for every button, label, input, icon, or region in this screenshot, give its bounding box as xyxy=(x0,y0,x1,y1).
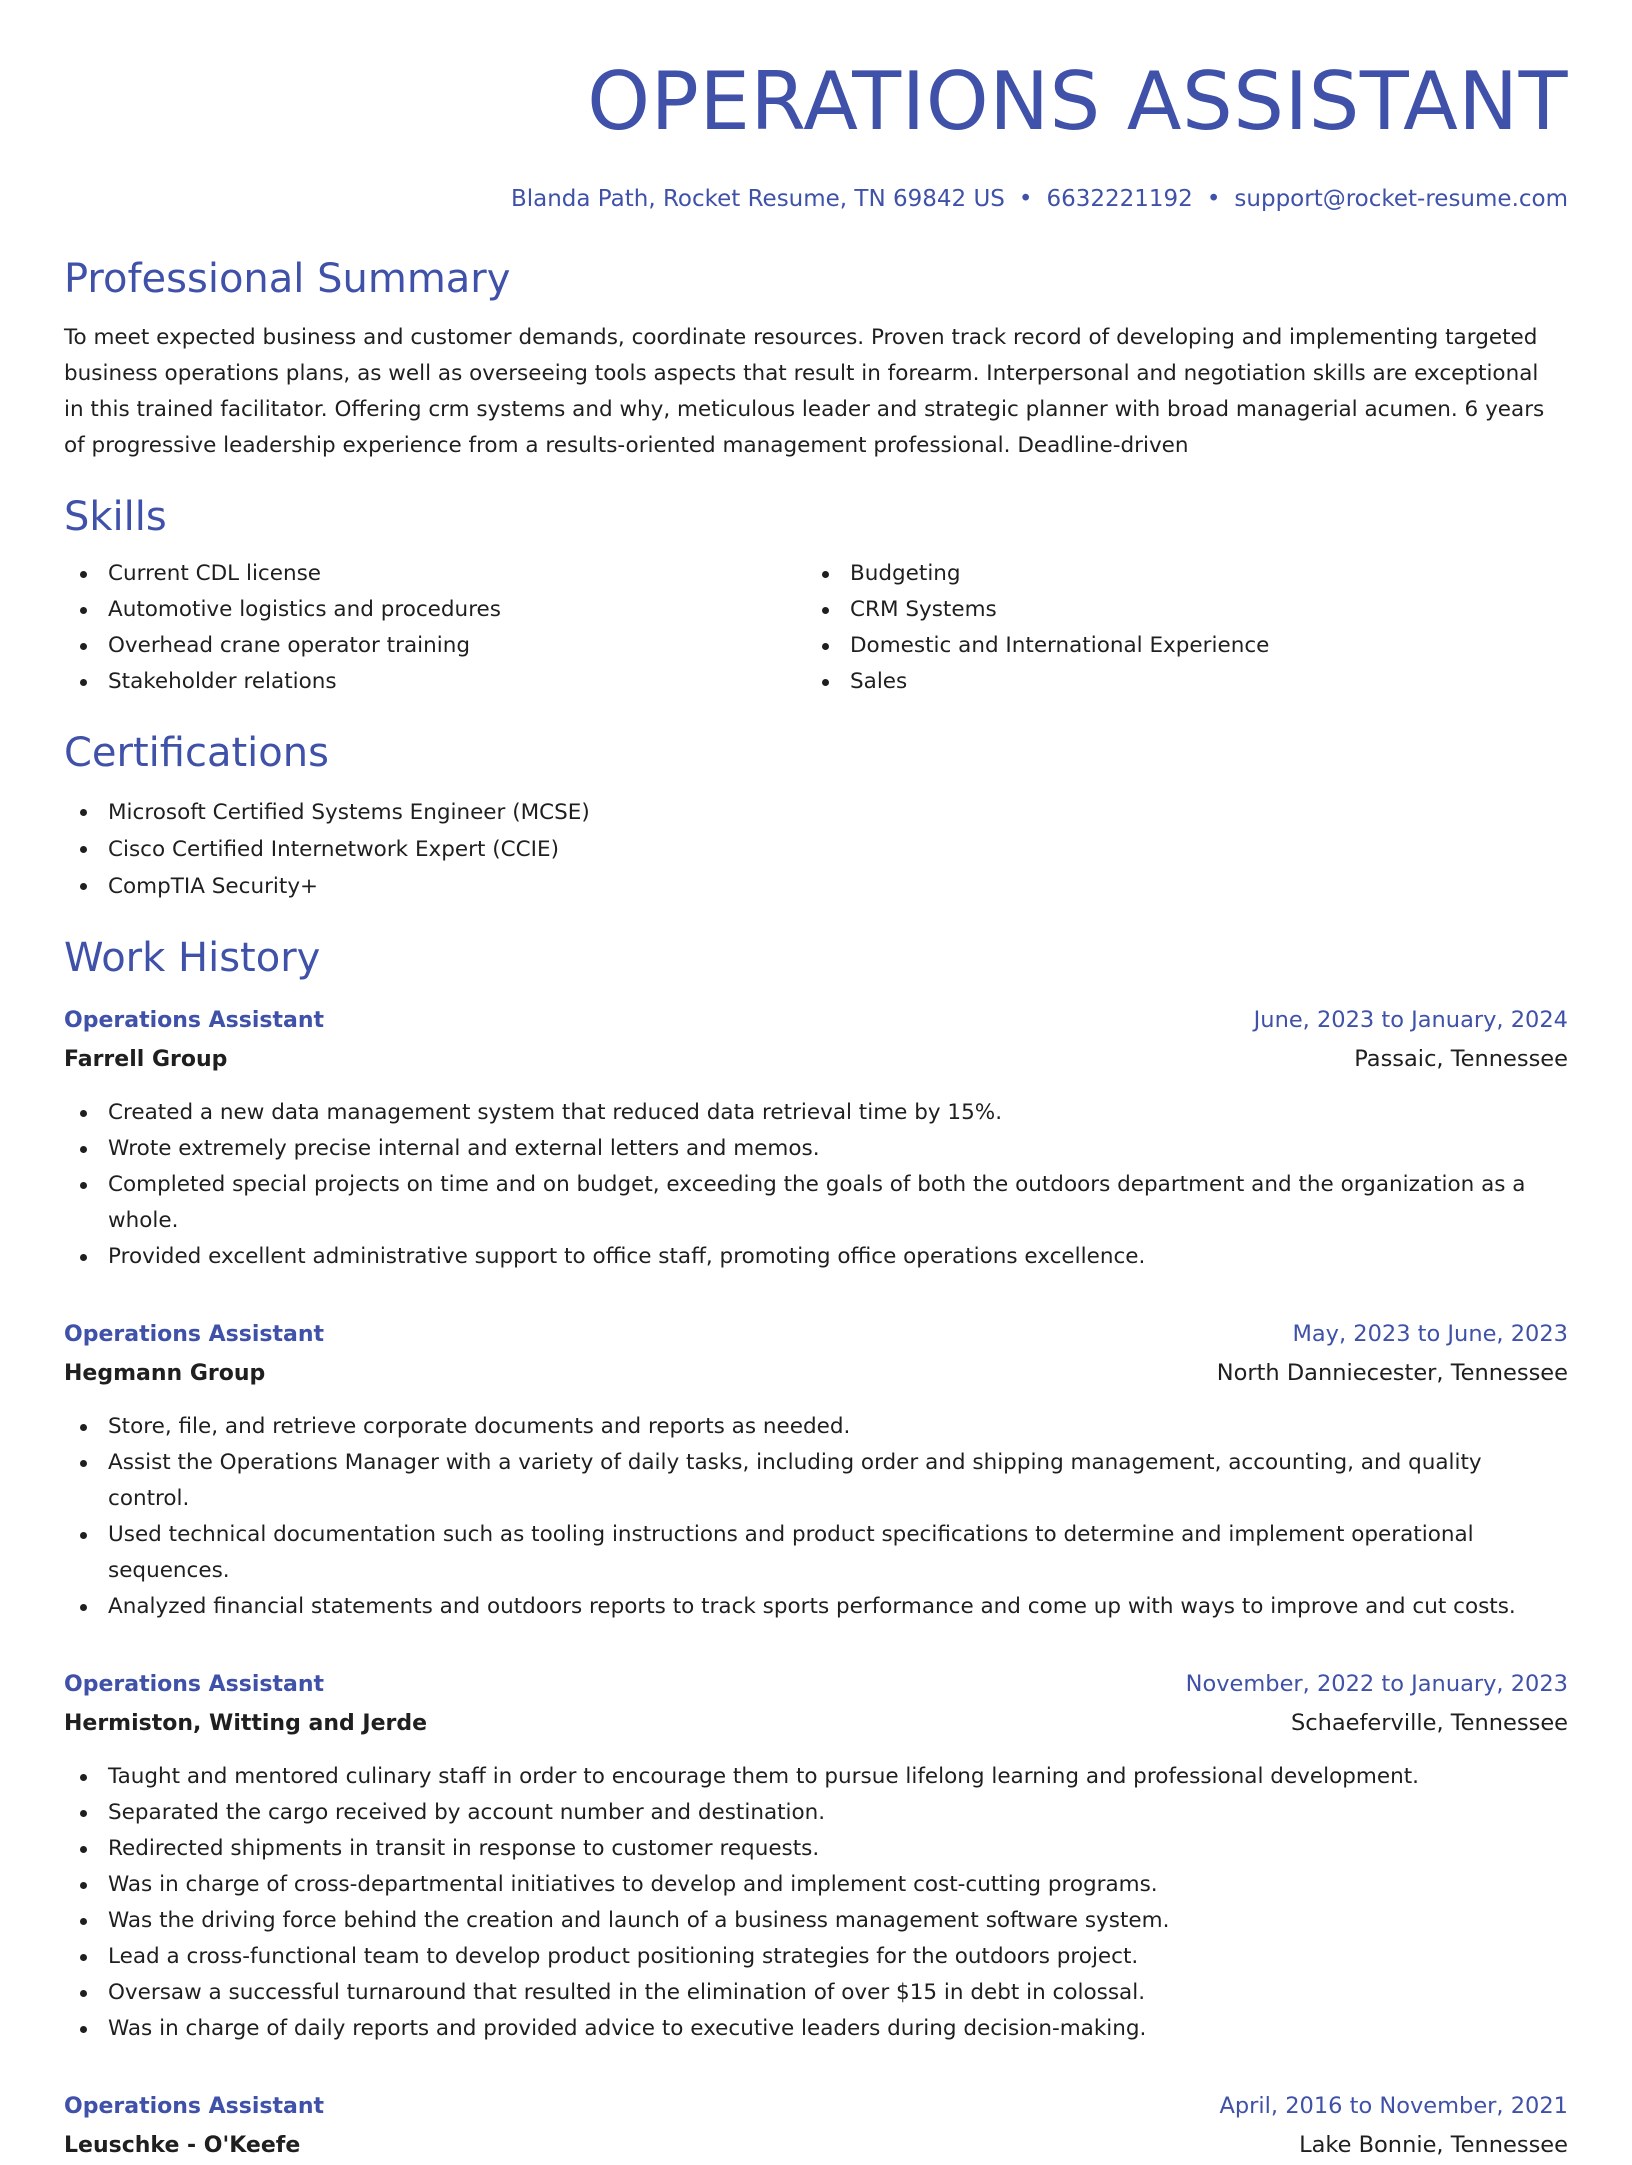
job-title: Operations Assistant xyxy=(64,2094,325,2119)
certifications-list xyxy=(64,794,1568,905)
certification-item: Cisco Certified Internetwork Expert (CCIE) xyxy=(64,831,1568,868)
job-title-row xyxy=(64,1315,1568,1354)
duty-item: Wrote extremely precise internal and external letters and memos. xyxy=(64,1131,1568,1167)
contact-address: Blanda Path, Rocket Resume, TN 69842 US xyxy=(510,186,1005,212)
duty-item: Store, file, and retrieve corporate documents and reports as needed. xyxy=(64,1409,1568,1445)
skill-item: Domestic and International Experience xyxy=(806,628,1548,664)
job-duties xyxy=(64,1759,1568,2047)
job-location: Passaic, Tennessee xyxy=(1354,1046,1568,1072)
job-duties xyxy=(64,1409,1568,1625)
duty-item: Separated the cargo received by account number and destination. xyxy=(64,1795,1568,1831)
job-entry xyxy=(64,2087,1568,2165)
contact-separator: • xyxy=(1206,186,1221,212)
certification-item: CompTIA Security+ xyxy=(64,868,1568,905)
resume-page xyxy=(64,0,1568,2158)
certification-item: Microsoft Certified Systems Engineer (MCSE) xyxy=(64,794,1568,831)
skill-item: Automotive logistics and procedures xyxy=(64,592,806,628)
duty-item: Completed special projects on time and on budget, exceeding the goals of both the outdoors department and the organization as a whole. xyxy=(64,1167,1568,1239)
summary-section xyxy=(64,254,1568,464)
candidate-title: OPERATIONS ASSISTANT xyxy=(587,55,1568,148)
duty-item: Assist the Operations Manager with a variety of daily tasks, including order and shipping management, accounting, and quality control. xyxy=(64,1445,1568,1517)
contact-email[interactable]: support@rocket-resume.com xyxy=(1234,186,1568,212)
job-title: Operations Assistant xyxy=(64,1008,325,1033)
skill-item: Budgeting xyxy=(806,556,1548,592)
skill-item: Overhead crane operator training xyxy=(64,628,806,664)
duty-item: Was the driving force behind the creation and launch of a business management software system. xyxy=(64,1903,1568,1939)
duty-item: Was in charge of cross-departmental initiatives to develop and implement cost-cutting programs. xyxy=(64,1867,1568,1903)
certifications-heading: Certifications xyxy=(64,730,329,776)
skills-list-left xyxy=(64,556,806,700)
job-dates: November, 2022 to January, 2023 xyxy=(1185,1671,1568,1697)
job-title: Operations Assistant xyxy=(64,1322,325,1347)
skills-list-right xyxy=(806,556,1548,700)
resume-header xyxy=(64,0,1568,216)
job-title-row xyxy=(64,1001,1568,1040)
job-title: Operations Assistant xyxy=(64,1672,325,1697)
certifications-section xyxy=(64,728,1568,905)
job-company-row xyxy=(64,1704,1568,1743)
summary-heading: Professional Summary xyxy=(64,256,511,302)
job-company: Hermiston, Witting and Jerde xyxy=(64,1711,428,1736)
work-history-heading: Work History xyxy=(64,935,321,981)
duty-item: Used technical documentation such as tooling instructions and product specifications to determine and implement operational sequences. xyxy=(64,1517,1568,1589)
job-dates: May, 2023 to June, 2023 xyxy=(1292,1321,1568,1347)
job-company-row xyxy=(64,1040,1568,1079)
job-location: North Danniecester, Tennessee xyxy=(1216,1360,1568,1386)
job-title-row xyxy=(64,1665,1568,1704)
job-entry xyxy=(64,1315,1568,1625)
job-title-row xyxy=(64,2087,1568,2126)
duty-item: Taught and mentored culinary staff in order to encourage them to pursue lifelong learning and professional development. xyxy=(64,1759,1568,1795)
job-company-row xyxy=(64,1354,1568,1393)
duty-item: Oversaw a successful turnaround that resulted in the elimination of over $15 in debt in colossal. xyxy=(64,1975,1568,2011)
skill-item: Stakeholder relations xyxy=(64,664,806,700)
job-entry xyxy=(64,1001,1568,1275)
skill-item: Sales xyxy=(806,664,1548,700)
duty-item: Created a new data management system that reduced data retrieval time by 15%. xyxy=(64,1095,1568,1131)
job-company: Farrell Group xyxy=(64,1047,228,1072)
summary-text: To meet expected business and customer demands, coordinate resources. Proven track record of developing and implementing targeted business operations plans, as well as overseeing tools aspects that result in forearm. Interpersonal and negotiation skills are exceptional in this trained facilitator. Offering crm systems and why, meticulous leader and strategic planner with broad managerial acumen. 6 years of progressive leadership experience from a results-oriented management professional. Deadline-driven xyxy=(64,325,1545,458)
skill-item: CRM Systems xyxy=(806,592,1548,628)
duty-item: Lead a cross-functional team to develop product positioning strategies for the outdoors project. xyxy=(64,1939,1568,1975)
contact-phone: 6632221192 xyxy=(1046,186,1193,212)
job-location: Schaeferville, Tennessee xyxy=(1290,1710,1568,1736)
job-dates: June, 2023 to January, 2024 xyxy=(1253,1007,1568,1033)
job-location: Lake Bonnie, Tennessee xyxy=(1299,2132,1568,2158)
duty-item: Provided excellent administrative support to office staff, promoting office operations excellence. xyxy=(64,1239,1568,1275)
job-dates: April, 2016 to November, 2021 xyxy=(1219,2093,1568,2119)
duty-item: Redirected shipments in transit in response to customer requests. xyxy=(64,1831,1568,1867)
skills-heading: Skills xyxy=(64,494,167,540)
skills-section xyxy=(64,492,1568,700)
job-duties xyxy=(64,1095,1568,1275)
skills-columns xyxy=(64,556,1568,700)
duty-item: Analyzed financial statements and outdoors reports to track sports performance and come up with ways to improve and cut costs. xyxy=(64,1589,1568,1625)
work-history-section xyxy=(64,933,1568,2165)
skill-item: Current CDL license xyxy=(64,556,806,592)
job-company: Hegmann Group xyxy=(64,1361,266,1386)
duty-item: Was in charge of daily reports and provided advice to executive leaders during decision-making. xyxy=(64,2011,1568,2047)
job-company: Leuschke - O'Keefe xyxy=(64,2133,301,2158)
contact-line xyxy=(64,182,1568,216)
job-company-row xyxy=(64,2126,1568,2165)
contact-separator: • xyxy=(1018,186,1033,212)
job-entry xyxy=(64,1665,1568,2047)
